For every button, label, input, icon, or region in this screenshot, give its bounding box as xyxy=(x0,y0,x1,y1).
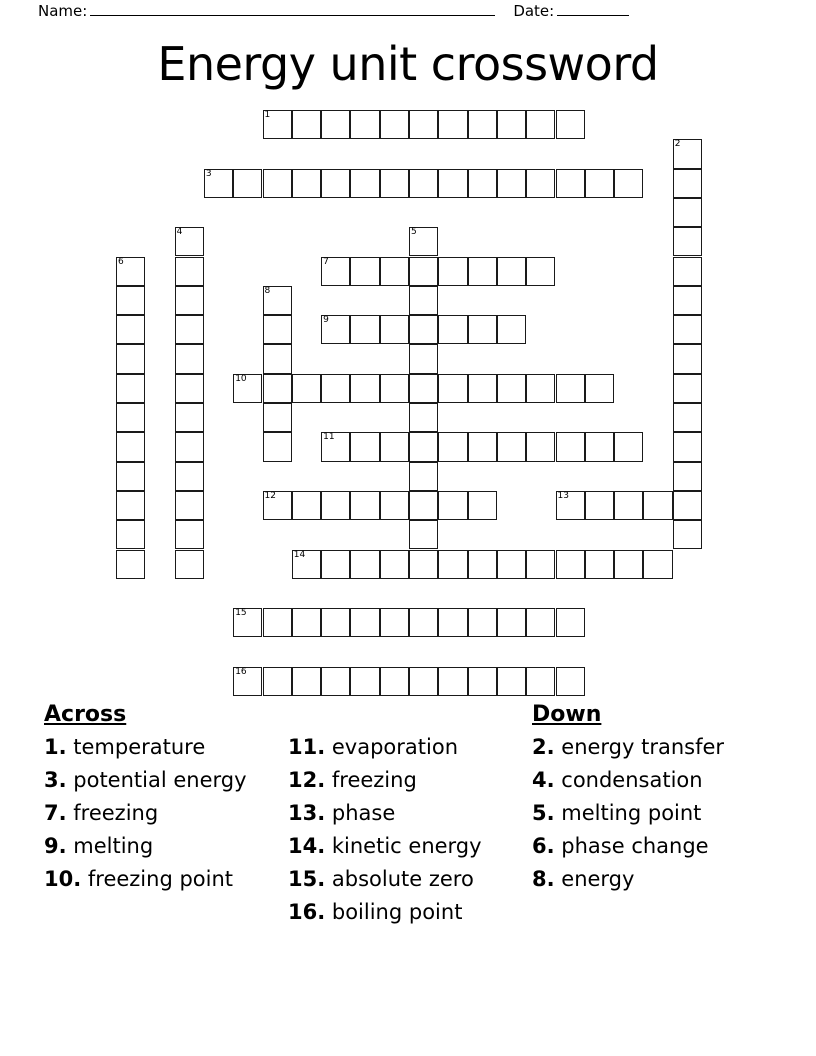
crossword-cell[interactable] xyxy=(116,520,145,549)
clue-text: potential energy xyxy=(66,768,247,792)
clue-number: 10. xyxy=(44,867,82,891)
crossword-cell[interactable] xyxy=(409,344,438,373)
crossword-cell[interactable] xyxy=(614,491,643,520)
across-heading: Across xyxy=(44,702,127,727)
crossword-cell[interactable] xyxy=(673,198,702,227)
crossword-cell[interactable] xyxy=(497,667,526,696)
crossword-cell[interactable] xyxy=(673,432,702,461)
crossword-cell[interactable] xyxy=(585,491,614,520)
crossword-cell[interactable] xyxy=(380,667,409,696)
crossword-cell[interactable] xyxy=(175,520,204,549)
crossword-cell-number: 3 xyxy=(205,168,212,179)
crossword-cell-number: 4 xyxy=(176,227,183,238)
clue-text: phase xyxy=(325,801,396,825)
crossword-cell[interactable] xyxy=(585,432,614,461)
crossword-cell[interactable] xyxy=(438,608,467,637)
crossword-cell[interactable] xyxy=(497,169,526,198)
crossword-cell-number: 14 xyxy=(293,549,306,560)
crossword-cell[interactable] xyxy=(673,227,702,256)
crossword-cell[interactable] xyxy=(380,315,409,344)
crossword-cell[interactable] xyxy=(175,491,204,520)
crossword-cell[interactable] xyxy=(263,344,292,373)
crossword-cell[interactable] xyxy=(468,550,497,579)
crossword-cell[interactable] xyxy=(409,286,438,315)
crossword-cell-number: 6 xyxy=(118,256,124,267)
crossword-cell[interactable] xyxy=(380,432,409,461)
crossword-cell[interactable] xyxy=(497,608,526,637)
crossword-cell[interactable] xyxy=(263,403,292,432)
crossword-cell[interactable] xyxy=(526,608,555,637)
crossword-cell[interactable] xyxy=(321,169,350,198)
clue-item xyxy=(44,863,288,896)
crossword-cell[interactable] xyxy=(438,667,467,696)
clue-text: kinetic energy xyxy=(325,834,482,858)
crossword-cell[interactable] xyxy=(380,110,409,139)
crossword-cell[interactable] xyxy=(321,550,350,579)
crossword-cell[interactable] xyxy=(643,491,672,520)
crossword-cell-number: 10 xyxy=(235,373,247,384)
crossword-cell-number: 8 xyxy=(264,285,271,296)
crossword-cell[interactable] xyxy=(292,491,321,520)
crossword-cell[interactable] xyxy=(409,403,438,432)
crossword-cell[interactable] xyxy=(175,550,204,579)
crossword-cell[interactable] xyxy=(468,667,497,696)
clue-number: 1. xyxy=(44,735,67,759)
crossword-cell[interactable] xyxy=(526,169,555,198)
crossword-cell[interactable] xyxy=(321,257,350,286)
clue-text: absolute zero xyxy=(325,867,474,891)
name-label: Name: xyxy=(38,2,88,20)
crossword-cell[interactable] xyxy=(614,169,643,198)
crossword-cell[interactable] xyxy=(497,432,526,461)
crossword-cell[interactable] xyxy=(321,667,350,696)
clues-column-across-1 xyxy=(44,700,288,896)
crossword-cell[interactable] xyxy=(321,374,350,403)
crossword-cell[interactable] xyxy=(116,344,145,373)
crossword-cell[interactable] xyxy=(643,550,672,579)
crossword-cell[interactable] xyxy=(175,315,204,344)
crossword-cell[interactable] xyxy=(526,110,555,139)
crossword-cell-number: 15 xyxy=(235,608,247,619)
crossword-cell[interactable] xyxy=(409,257,438,286)
clue-number: 8. xyxy=(532,867,555,891)
crossword-cell[interactable] xyxy=(380,257,409,286)
crossword-cell[interactable] xyxy=(321,315,350,344)
clue-number: 15. xyxy=(288,867,326,891)
crossword-cell-number: 16 xyxy=(235,666,247,677)
clue-item xyxy=(288,863,532,896)
crossword-cell[interactable] xyxy=(556,550,585,579)
crossword-cell[interactable] xyxy=(175,286,204,315)
crossword-cell[interactable] xyxy=(263,286,292,315)
crossword-cell[interactable] xyxy=(116,257,145,286)
crossword-cell[interactable] xyxy=(614,432,643,461)
crossword-cell[interactable] xyxy=(116,315,145,344)
clue-number: 2. xyxy=(532,735,555,759)
crossword-cell[interactable] xyxy=(556,608,585,637)
crossword-cell[interactable] xyxy=(556,491,585,520)
crossword-cell[interactable] xyxy=(116,462,145,491)
clue-text: melting xyxy=(66,834,154,858)
crossword-cell[interactable] xyxy=(497,550,526,579)
crossword-cell[interactable] xyxy=(556,667,585,696)
clue-item xyxy=(288,896,532,929)
clues-section xyxy=(44,700,774,929)
clue-item xyxy=(288,731,532,764)
crossword-cell[interactable] xyxy=(438,257,467,286)
crossword-cell[interactable] xyxy=(673,403,702,432)
crossword-cell[interactable] xyxy=(350,374,379,403)
crossword-cell[interactable] xyxy=(116,491,145,520)
crossword-cell[interactable] xyxy=(409,462,438,491)
crossword-cell[interactable] xyxy=(204,169,233,198)
clue-text: energy transfer xyxy=(554,735,725,759)
crossword-cell[interactable] xyxy=(292,667,321,696)
clue-item xyxy=(44,830,288,863)
crossword-cell-number: 7 xyxy=(323,256,329,267)
crossword-cell[interactable] xyxy=(116,374,145,403)
clue-number: 4. xyxy=(532,768,555,792)
clue-text: energy xyxy=(554,867,635,891)
crossword-cell[interactable] xyxy=(116,432,145,461)
crossword-cell[interactable] xyxy=(468,257,497,286)
crossword-cell[interactable] xyxy=(438,169,467,198)
crossword-cell[interactable] xyxy=(263,315,292,344)
crossword-cell[interactable] xyxy=(263,608,292,637)
crossword-cell-number: 13 xyxy=(557,490,569,501)
crossword-cell-number: 5 xyxy=(411,227,417,238)
crossword-cell[interactable] xyxy=(673,344,702,373)
crossword-cell[interactable] xyxy=(556,374,585,403)
crossword-cell[interactable] xyxy=(468,432,497,461)
crossword-cell[interactable] xyxy=(585,550,614,579)
crossword-cell[interactable] xyxy=(350,169,379,198)
crossword-cell[interactable] xyxy=(409,110,438,139)
clue-text: temperature xyxy=(66,735,206,759)
crossword-cell[interactable] xyxy=(321,491,350,520)
crossword-cell[interactable] xyxy=(468,315,497,344)
crossword-cell[interactable] xyxy=(409,550,438,579)
crossword-cell[interactable] xyxy=(380,550,409,579)
crossword-cell[interactable] xyxy=(468,110,497,139)
crossword-cell[interactable] xyxy=(175,374,204,403)
crossword-cell[interactable] xyxy=(263,432,292,461)
crossword-cell[interactable] xyxy=(438,550,467,579)
clue-number: 11. xyxy=(288,735,326,759)
clue-item xyxy=(44,731,288,764)
crossword-cell[interactable] xyxy=(292,110,321,139)
crossword-cell[interactable] xyxy=(175,344,204,373)
crossword-cell[interactable] xyxy=(380,608,409,637)
crossword-cell[interactable] xyxy=(526,374,555,403)
crossword-cell[interactable] xyxy=(438,432,467,461)
crossword-cell[interactable] xyxy=(673,286,702,315)
crossword-cell[interactable] xyxy=(673,315,702,344)
crossword-cell[interactable] xyxy=(292,374,321,403)
clue-number: 12. xyxy=(288,768,326,792)
crossword-cell[interactable] xyxy=(116,403,145,432)
clue-text: phase change xyxy=(554,834,709,858)
clue-text: evaporation xyxy=(325,735,459,759)
crossword-cell[interactable] xyxy=(350,550,379,579)
crossword-cell-number: 1 xyxy=(264,110,271,120)
clue-text: freezing xyxy=(66,801,159,825)
crossword-cell[interactable] xyxy=(409,315,438,344)
crossword-cell[interactable] xyxy=(263,169,292,198)
clue-text: boiling point xyxy=(325,900,463,924)
clue-item xyxy=(532,797,774,830)
down-heading: Down xyxy=(532,702,602,727)
crossword-cell[interactable] xyxy=(380,374,409,403)
crossword-cell[interactable] xyxy=(438,374,467,403)
crossword-cell[interactable] xyxy=(350,432,379,461)
clue-text: freezing xyxy=(325,768,417,792)
crossword-cell[interactable] xyxy=(350,110,379,139)
crossword-cell[interactable] xyxy=(175,257,204,286)
crossword-cell[interactable] xyxy=(673,257,702,286)
clue-number: 13. xyxy=(288,801,326,825)
crossword-cell[interactable] xyxy=(468,491,497,520)
crossword-cell[interactable] xyxy=(526,667,555,696)
crossword-cell[interactable] xyxy=(116,550,145,579)
crossword-cell[interactable] xyxy=(409,608,438,637)
clue-text: melting point xyxy=(554,801,702,825)
crossword-cell[interactable] xyxy=(292,550,321,579)
crossword-cell[interactable] xyxy=(233,667,262,696)
crossword-cell-number: 9 xyxy=(323,315,329,326)
crossword-cell[interactable] xyxy=(263,110,292,139)
clue-item xyxy=(532,764,774,797)
clue-number: 5. xyxy=(532,801,555,825)
crossword-cell[interactable] xyxy=(263,491,292,520)
clue-number: 14. xyxy=(288,834,326,858)
crossword-cell[interactable] xyxy=(292,608,321,637)
crossword-cell[interactable] xyxy=(497,257,526,286)
crossword-cell[interactable] xyxy=(321,608,350,637)
clues-column-down xyxy=(532,700,774,896)
crossword-cell[interactable] xyxy=(497,110,526,139)
crossword-cell[interactable] xyxy=(350,257,379,286)
crossword-cell[interactable] xyxy=(350,667,379,696)
crossword-cell[interactable] xyxy=(263,374,292,403)
crossword-cell-number: 11 xyxy=(323,432,335,443)
crossword-cell[interactable] xyxy=(556,110,585,139)
clues-column-spacer xyxy=(288,700,532,731)
clue-text: condensation xyxy=(554,768,703,792)
crossword-cell[interactable] xyxy=(526,550,555,579)
crossword-cell[interactable] xyxy=(468,608,497,637)
crossword-cell[interactable] xyxy=(233,374,262,403)
crossword-cell[interactable] xyxy=(409,520,438,549)
crossword-cell[interactable] xyxy=(614,550,643,579)
crossword-cell[interactable] xyxy=(673,139,702,168)
crossword-cell[interactable] xyxy=(263,667,292,696)
crossword-cell[interactable] xyxy=(673,169,702,198)
crossword-cell[interactable] xyxy=(673,462,702,491)
crossword-cell[interactable] xyxy=(175,227,204,256)
clue-item xyxy=(532,731,774,764)
clue-number: 9. xyxy=(44,834,67,858)
crossword-cell[interactable] xyxy=(585,374,614,403)
crossword-cell[interactable] xyxy=(497,315,526,344)
clue-number: 3. xyxy=(44,768,67,792)
crossword-cell[interactable] xyxy=(673,520,702,549)
clue-number: 16. xyxy=(288,900,326,924)
crossword-cell[interactable] xyxy=(497,374,526,403)
crossword-cell[interactable] xyxy=(526,257,555,286)
crossword-cell[interactable] xyxy=(438,315,467,344)
crossword-cell[interactable] xyxy=(233,608,262,637)
crossword-cell[interactable] xyxy=(556,432,585,461)
crossword-cell[interactable] xyxy=(409,374,438,403)
crossword-cell[interactable] xyxy=(673,374,702,403)
clue-item xyxy=(532,830,774,863)
clue-text: freezing point xyxy=(81,867,234,891)
crossword-cell[interactable] xyxy=(350,608,379,637)
clue-item xyxy=(44,797,288,830)
crossword-cell[interactable] xyxy=(175,403,204,432)
crossword-cell-number: 2 xyxy=(674,139,681,150)
crossword-cell[interactable] xyxy=(380,491,409,520)
crossword-cell[interactable] xyxy=(673,491,702,520)
crossword-cell[interactable] xyxy=(468,169,497,198)
crossword-cell[interactable] xyxy=(409,491,438,520)
crossword-cell[interactable] xyxy=(409,227,438,256)
clue-item xyxy=(288,797,532,830)
crossword-cell[interactable] xyxy=(526,432,555,461)
crossword-cell[interactable] xyxy=(350,491,379,520)
crossword-cell[interactable] xyxy=(468,374,497,403)
date-label: Date: xyxy=(513,2,555,20)
crossword-cell[interactable] xyxy=(380,169,409,198)
crossword-cell[interactable] xyxy=(175,462,204,491)
crossword-cell[interactable] xyxy=(116,286,145,315)
crossword-cell[interactable] xyxy=(585,169,614,198)
crossword-cell[interactable] xyxy=(321,110,350,139)
clue-number: 6. xyxy=(532,834,555,858)
clue-item xyxy=(532,863,774,896)
crossword-cell[interactable] xyxy=(233,169,262,198)
clues-column-across-2 xyxy=(288,700,532,929)
crossword-cell[interactable] xyxy=(350,315,379,344)
page-title: Energy unit crossword xyxy=(157,37,659,91)
crossword-cell[interactable] xyxy=(409,667,438,696)
crossword-cell[interactable] xyxy=(556,169,585,198)
clue-item xyxy=(44,764,288,797)
clue-item xyxy=(288,764,532,797)
crossword-cell[interactable] xyxy=(438,491,467,520)
crossword-cell[interactable] xyxy=(175,432,204,461)
crossword-cell[interactable] xyxy=(321,432,350,461)
clue-item xyxy=(288,830,532,863)
crossword-cell-number: 12 xyxy=(264,490,276,501)
clue-number: 7. xyxy=(44,801,67,825)
crossword-cell[interactable] xyxy=(438,110,467,139)
crossword-cell[interactable] xyxy=(409,432,438,461)
crossword-cell[interactable] xyxy=(292,169,321,198)
crossword-cell[interactable] xyxy=(409,169,438,198)
